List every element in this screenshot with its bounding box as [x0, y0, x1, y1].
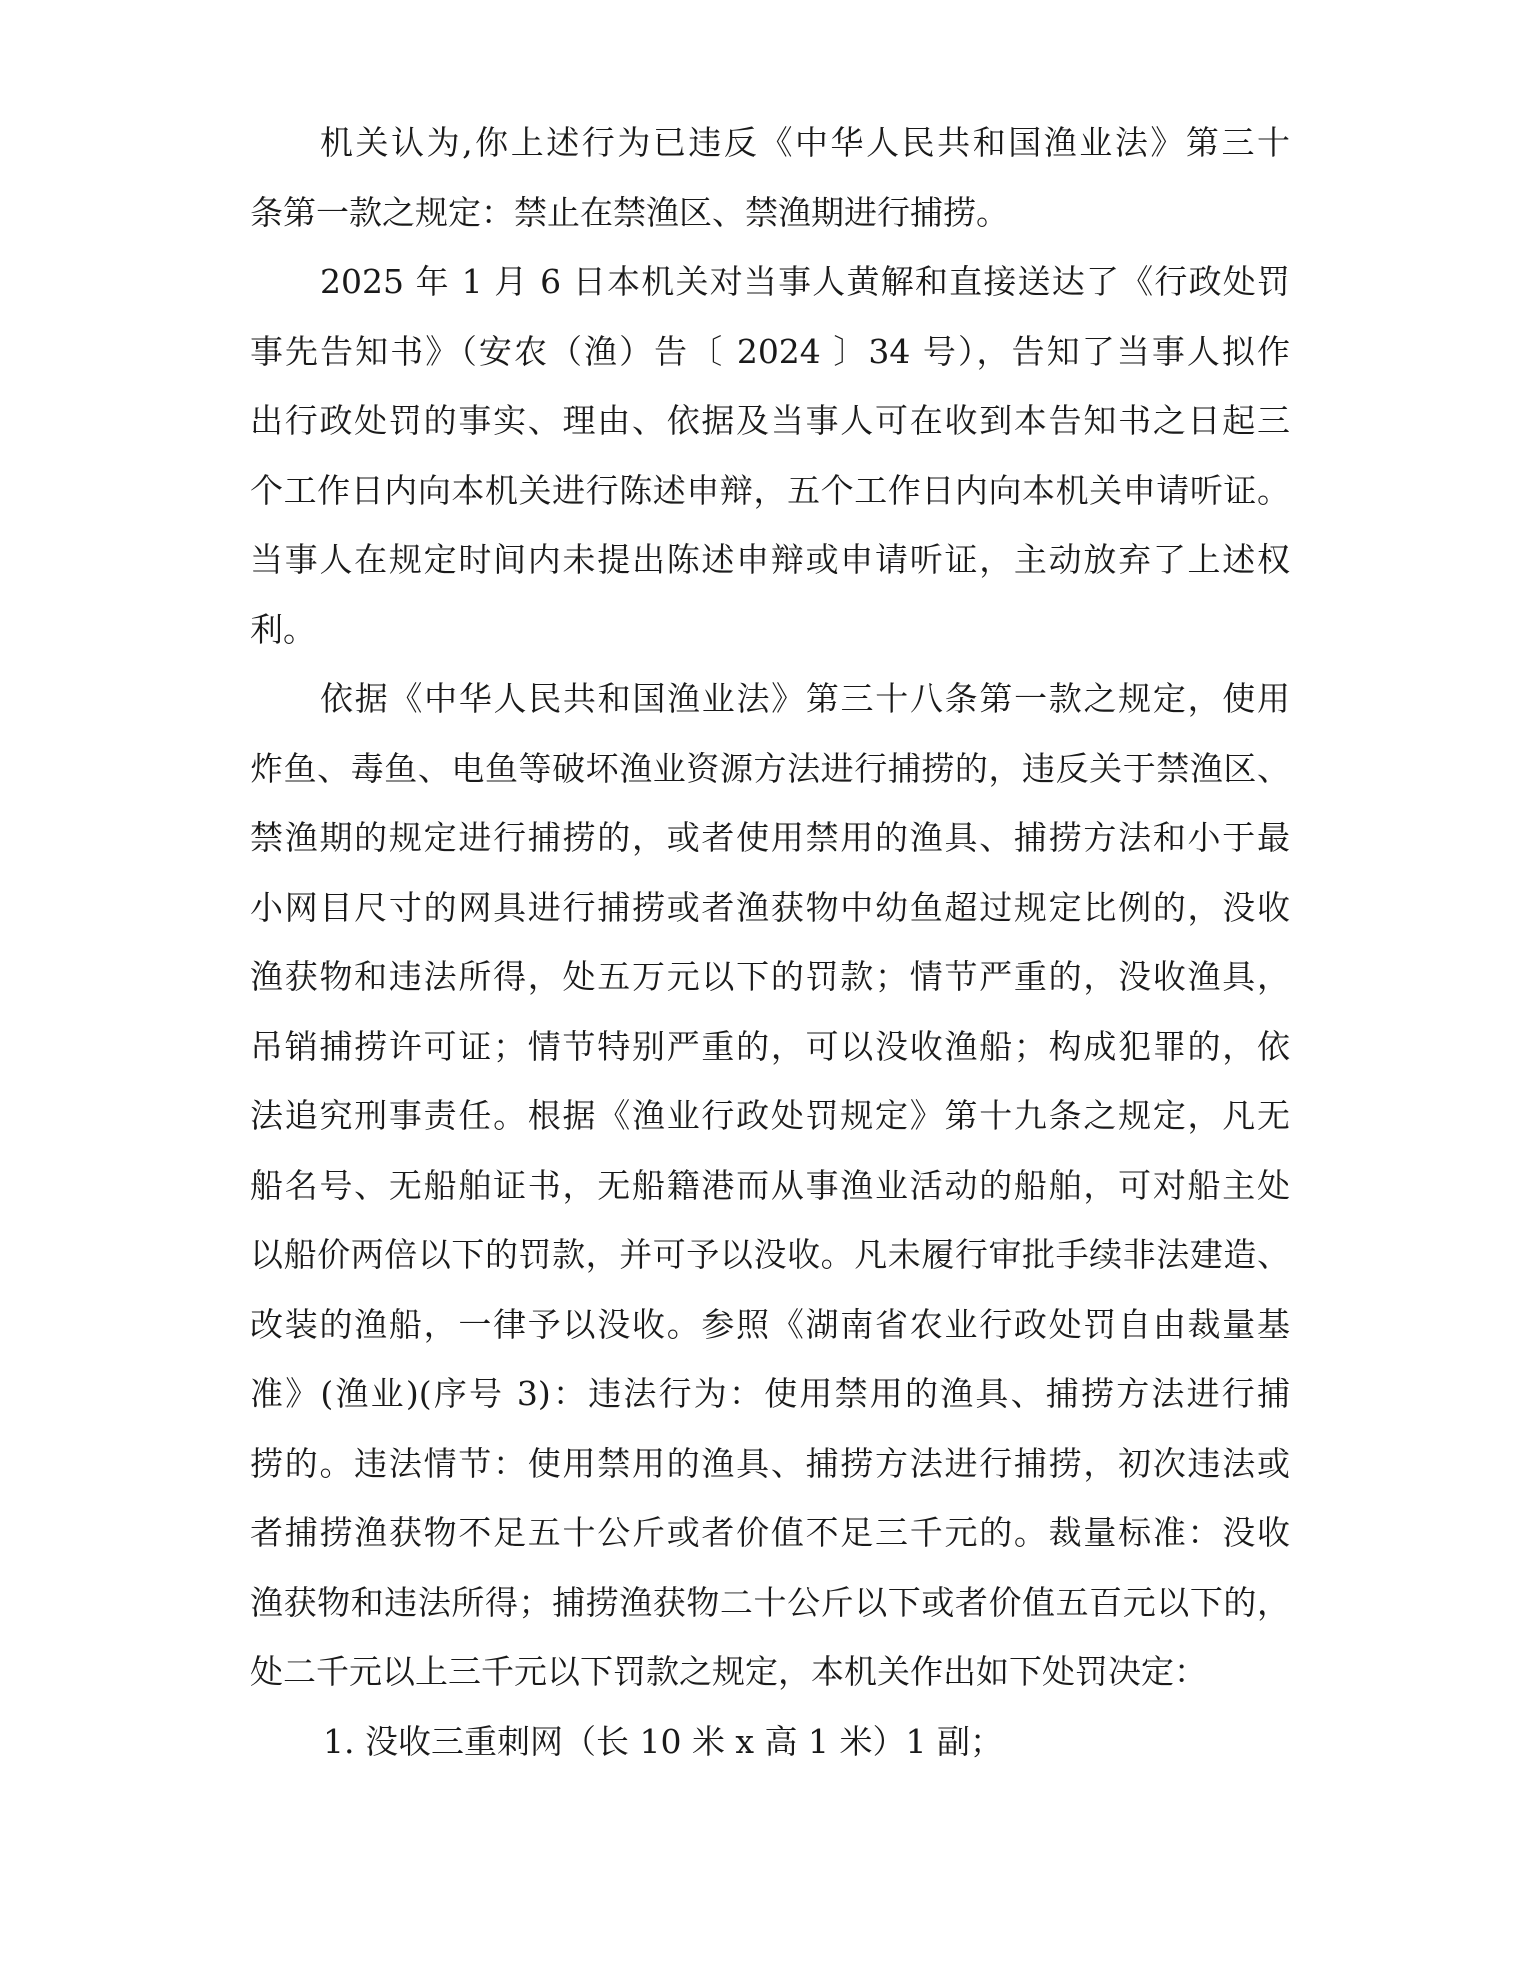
paragraph-line: 利。 — [250, 609, 316, 649]
paragraph-line: 条第一款之规定：禁止在禁渔区、禁渔期进行捕捞。 — [250, 192, 1009, 232]
paragraph-line: 捞的。违法情节：使用禁用的渔具、捕捞方法进行捕捞，初次违法或 — [250, 1443, 1290, 1483]
paragraph-line: 以船价两倍以下的罚款，并可予以没收。凡未履行审批手续非法建造、 — [250, 1235, 1290, 1274]
paragraph-line: 炸鱼、毒鱼、电鱼等破坏渔业资源方法进行捕捞的，违反关于禁渔区、 — [250, 748, 1290, 788]
paragraph-line: 者捕捞渔获物不足五十公斤或者价值不足三千元的。裁量标准：没收 — [250, 1513, 1290, 1552]
paragraph-line: 渔获物和违法所得；捕捞渔获物二十公斤以下或者价值五百元以下的， — [250, 1582, 1290, 1622]
paragraph-line: 机关认为,你上述行为已违反《中华人民共和国渔业法》第三十 — [320, 123, 1290, 162]
paragraph-line: 改装的渔船，一律予以没收。参照《湖南省农业行政处罚自由裁量基 — [250, 1304, 1290, 1344]
paragraph-line: 吊销捕捞许可证；情节特别严重的，可以没收渔船；构成犯罪的，依 — [250, 1026, 1290, 1066]
paragraph-line: 船名号、无船舶证书，无船籍港而从事渔业活动的船舶，可对船主处 — [250, 1165, 1290, 1205]
paragraph-line: 2025 年 1 月 6 日本机关对当事人黄解和直接送达了《行政处罚 — [320, 262, 1290, 301]
document-body — [250, 108, 1290, 1776]
paragraph-line: 处二千元以上三千元以下罚款之规定，本机关作出如下处罚决定： — [250, 1652, 1207, 1691]
paragraph-line: 禁渔期的规定进行捕捞的，或者使用禁用的渔具、捕捞方法和小于最 — [250, 818, 1290, 857]
paragraph-line: 依据《中华人民共和国渔业法》第三十八条第一款之规定，使用 — [320, 679, 1290, 718]
paragraph-line: 小网目尺寸的网具进行捕捞或者渔获物中幼鱼超过规定比例的，没收 — [250, 887, 1290, 927]
penalty-list-item: 1. 没收三重刺网（长 10 米 x 高 1 米）1 副； — [323, 1721, 1003, 1761]
paragraph-line: 法追究刑事责任。根据《渔业行政处罚规定》第十九条之规定，凡无 — [250, 1096, 1290, 1135]
paragraph-line: 个工作日内向本机关进行陈述申辩，五个工作日内向本机关申请听证。 — [250, 470, 1290, 510]
paragraph-line: 渔获物和违法所得，处五万元以下的罚款；情节严重的，没收渔具， — [250, 957, 1290, 996]
paragraph-line: 事先告知书》（安农（渔）告〔 2024 〕34 号），告知了当事人拟作 — [250, 331, 1290, 371]
paragraph-line: 当事人在规定时间内未提出陈述申辩或申请听证，主动放弃了上述权 — [250, 540, 1290, 579]
paragraph-line: 出行政处罚的事实、理由、依据及当事人可在收到本告知书之日起三 — [250, 401, 1290, 440]
paragraph-line: 准》(渔业)(序号 3)：违法行为：使用禁用的渔具、捕捞方法进行捕 — [250, 1374, 1290, 1413]
